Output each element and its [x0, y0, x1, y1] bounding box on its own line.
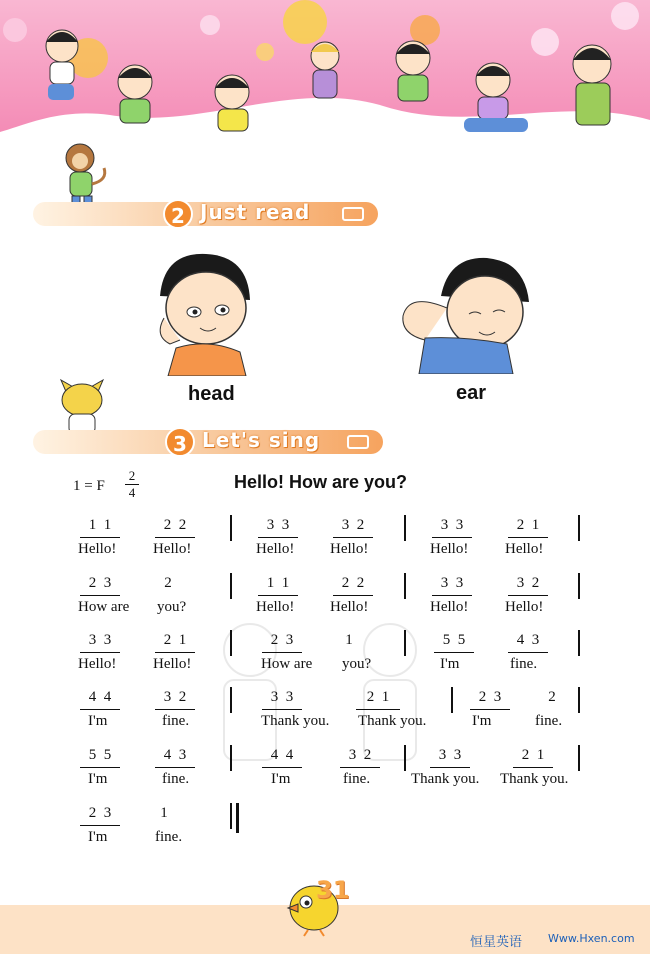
lyric: I'm	[271, 771, 291, 787]
section-number: 2	[163, 199, 193, 229]
note-group: 4 3	[163, 747, 187, 763]
section-title: Just read	[200, 200, 311, 224]
bar-line	[404, 745, 406, 771]
bar-line	[230, 745, 232, 771]
lyric: Hello!	[430, 599, 469, 615]
beam-underline	[333, 537, 373, 538]
lyric: Hello!	[256, 541, 295, 557]
note-group: 4 4	[88, 689, 112, 705]
note-group: 2 3	[88, 575, 112, 591]
beam-underline	[508, 595, 548, 596]
lyric: Hello!	[430, 541, 469, 557]
bar-line	[230, 803, 232, 829]
beam-underline	[155, 767, 195, 768]
beam-underline	[80, 825, 120, 826]
bar-line	[451, 687, 453, 713]
lyric: fine.	[510, 656, 538, 672]
lyric: I'm	[440, 656, 460, 672]
note-group: 2	[548, 689, 556, 705]
lyric: fine.	[162, 713, 190, 729]
lyric: I'm	[88, 713, 108, 729]
beam-underline	[155, 537, 195, 538]
note-group: 1	[160, 805, 168, 821]
lyric: you?	[157, 599, 187, 615]
watermark-url: Www.Hxen.com	[548, 932, 635, 945]
beam-underline	[434, 652, 474, 653]
word-ear: ear	[456, 382, 487, 404]
note-group: 4 4	[270, 747, 294, 763]
beam-underline	[508, 537, 548, 538]
note-group: 5 5	[88, 747, 112, 763]
beam-underline	[513, 767, 553, 768]
note-group: 3 2	[163, 689, 187, 705]
note-group: 3 3	[440, 517, 464, 533]
note-group: 5 5	[442, 632, 466, 648]
beam-underline	[262, 652, 302, 653]
note-group: 3 3	[270, 689, 294, 705]
bar-line	[230, 687, 232, 713]
lyric: Hello!	[505, 541, 544, 557]
note-group: 1 1	[266, 575, 290, 591]
note-group: 2	[164, 575, 172, 591]
beam-underline	[262, 767, 302, 768]
bar-line	[578, 687, 580, 713]
time-bottom: 4	[128, 485, 136, 500]
beam-underline	[508, 652, 548, 653]
bar-line	[578, 515, 580, 541]
note-group: 1 1	[88, 517, 112, 533]
note-group: 4 3	[516, 632, 540, 648]
lyric: fine.	[162, 771, 190, 787]
section-title: Let's sing	[202, 428, 321, 452]
lyric: I'm	[88, 829, 108, 845]
note-group: 3 2	[341, 517, 365, 533]
beam-underline	[262, 709, 302, 710]
lyric: Hello!	[330, 599, 369, 615]
beam-underline	[155, 709, 195, 710]
bar-line	[230, 630, 232, 656]
song-title: Hello! How are you?	[234, 472, 408, 492]
watermark-chinese: 恒星英语	[470, 935, 523, 950]
bar-line	[578, 573, 580, 599]
note-group: 2 1	[521, 747, 545, 763]
lyric: Thank you.	[411, 771, 480, 787]
lyric: How are	[78, 599, 130, 615]
lyric: Hello!	[256, 599, 295, 615]
note-group: 3 2	[516, 575, 540, 591]
beam-underline	[80, 767, 120, 768]
bar-line	[404, 630, 406, 656]
bar-line	[404, 515, 406, 541]
bar-line	[230, 573, 232, 599]
lyric: fine.	[155, 829, 183, 845]
note-group: 3 3	[440, 575, 464, 591]
note-group: 3 2	[348, 747, 372, 763]
lyric: Thank you.	[261, 713, 330, 729]
beam-underline	[356, 709, 400, 710]
bar-line	[578, 630, 580, 656]
lyric: Hello!	[78, 656, 117, 672]
key-signature: 1 = F	[73, 478, 105, 494]
note-group: 2 3	[478, 689, 502, 705]
lyric: Hello!	[330, 541, 369, 557]
note-group: 2 3	[270, 632, 294, 648]
time-top: 2	[128, 468, 136, 483]
bar-line	[578, 745, 580, 771]
page-number: 31	[316, 876, 350, 904]
bar-line	[230, 515, 232, 541]
lyric: Hello!	[153, 541, 192, 557]
lyric: I'm	[88, 771, 108, 787]
note-group: 2 1	[516, 517, 540, 533]
final-bar-line	[236, 803, 239, 833]
beam-underline	[80, 595, 120, 596]
note-group: 2 1	[163, 632, 187, 648]
note-group: 2 2	[163, 517, 187, 533]
beam-underline	[155, 652, 195, 653]
word-head: head	[188, 383, 235, 405]
beam-underline	[80, 652, 120, 653]
note-group: 3 3	[266, 517, 290, 533]
beam-underline	[430, 767, 470, 768]
note-group: 2 2	[341, 575, 365, 591]
note-group: 1	[345, 632, 353, 648]
beam-underline	[432, 595, 472, 596]
beam-underline	[258, 537, 298, 538]
beam-underline	[258, 595, 298, 596]
lyric: How are	[261, 656, 313, 672]
note-group: 3 3	[88, 632, 112, 648]
beam-underline	[333, 595, 373, 596]
note-group: 3 3	[438, 747, 462, 763]
lyric: Hello!	[153, 656, 192, 672]
note-group: 2 1	[366, 689, 390, 705]
beam-underline	[80, 709, 120, 710]
lyric: Hello!	[505, 599, 544, 615]
lyric: Thank you.	[358, 713, 427, 729]
bar-line	[404, 573, 406, 599]
lyric: fine.	[535, 713, 563, 729]
note-group: 2 3	[88, 805, 112, 821]
beam-underline	[80, 537, 120, 538]
lyric: I'm	[472, 713, 492, 729]
lyric: Thank you.	[500, 771, 569, 787]
lyric: Hello!	[78, 541, 117, 557]
beam-underline	[432, 537, 472, 538]
beam-underline	[340, 767, 380, 768]
section-number: 3	[165, 427, 195, 457]
beam-underline	[470, 709, 510, 710]
lyric: fine.	[343, 771, 371, 787]
lyric: you?	[342, 656, 372, 672]
